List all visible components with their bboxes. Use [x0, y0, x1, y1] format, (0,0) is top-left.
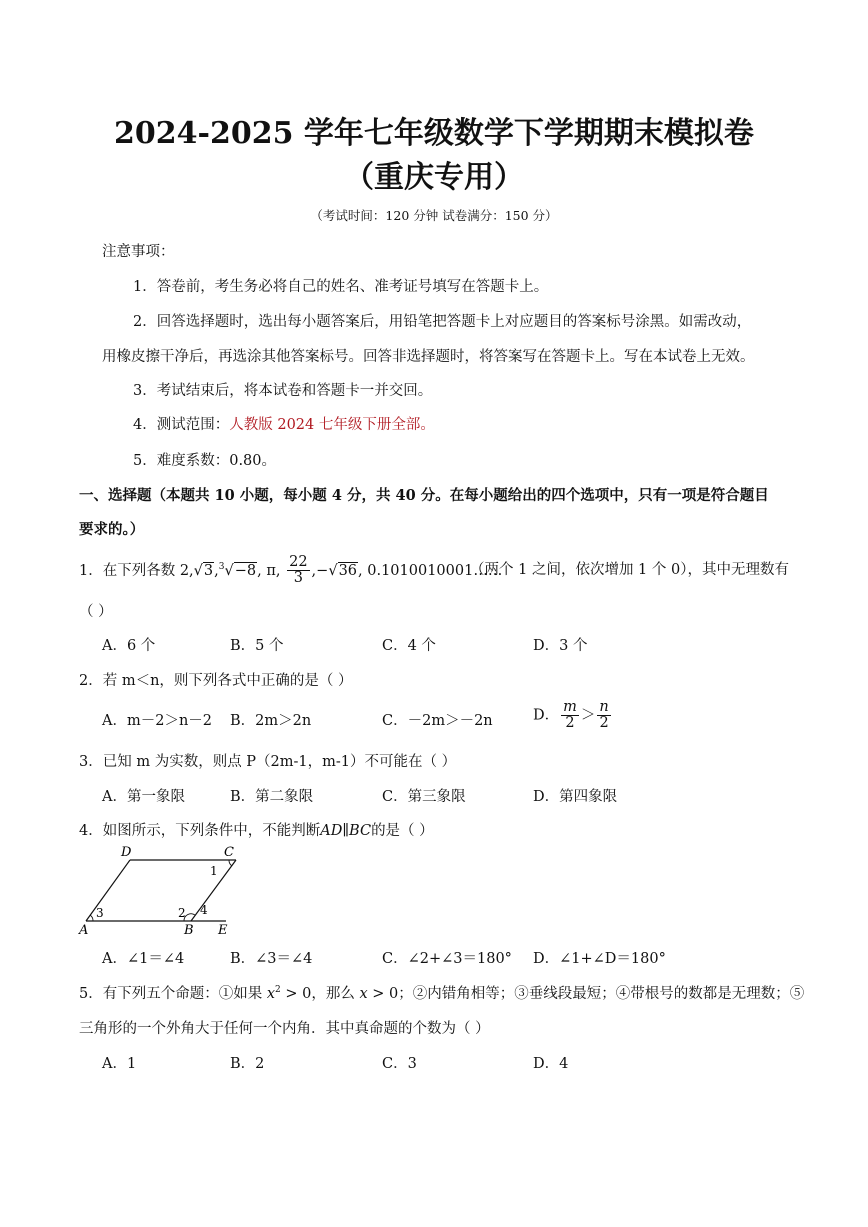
q2-num-m: m — [563, 699, 577, 715]
label-d: D — [121, 845, 132, 860]
q1-decimal: , 0.1010010001…… — [358, 562, 503, 579]
q1-fraction — [287, 555, 309, 586]
q5-rest: ；②内错角相等；③垂线段最短；④带根号的数都是无理数；⑤ — [398, 986, 805, 1002]
sqrt-sign: √ — [224, 562, 234, 579]
q5-gt0b: > 0 — [367, 986, 399, 1002]
q2-option-a: A．m－2＞n－2 — [102, 713, 213, 729]
note-5: 5．难度系数：0.80。 — [133, 453, 277, 469]
q2-option-b: B．2m＞2n — [230, 713, 312, 729]
q5-x: x — [359, 986, 368, 1002]
label-angle-4: 4 — [200, 903, 208, 917]
angle-3-arc — [90, 915, 93, 921]
q3-option-c: C．第三象限 — [382, 789, 466, 805]
q1-option-a: A．6 个 — [102, 638, 156, 654]
q3-option-a: A．第一象限 — [102, 789, 185, 805]
q5-option-d: D．4 — [533, 1056, 569, 1072]
q1-option-c: C．4 个 — [382, 638, 436, 654]
q4-stem — [79, 819, 434, 840]
q4-stem-math: AD∥BC — [320, 823, 372, 839]
q2-frac-n — [597, 700, 610, 731]
line-ad — [86, 860, 130, 921]
q5-prefix: 5．有下列五个命题：①如果 — [79, 986, 267, 1002]
q5-line1 — [79, 982, 804, 1003]
note-4-prefix: 4．测试范围： — [133, 417, 230, 433]
q4-option-d: D．∠1+∠D＝180° — [533, 951, 666, 967]
q1-cbrt-index: 3 — [218, 562, 225, 572]
label-b: B — [184, 923, 194, 938]
q2-den-n: 2 — [599, 715, 609, 732]
q1-sqrt3: 3 — [203, 562, 214, 579]
q2-num-n: n — [599, 699, 609, 715]
q1-pi: , π, — [257, 562, 286, 579]
label-e: E — [218, 923, 228, 938]
q1-frac-num: 22 — [289, 554, 308, 571]
label-angle-1: 1 — [210, 864, 218, 878]
section-heading-line2: 要求的。） — [79, 521, 145, 538]
q5-mid: ，那么 — [311, 986, 360, 1002]
note-1: 1．答卷前，考生务必将自己的姓名、准考证号填写在答题卡上。 — [133, 279, 549, 295]
q5-sup: 2 — [275, 985, 281, 996]
q4-option-c: C．∠2+∠3＝180° — [382, 951, 512, 967]
q1-sqrt36: 36 — [338, 562, 358, 579]
q1-option-b: B．5 个 — [230, 638, 284, 654]
q1-option-d: D．3 个 — [533, 638, 588, 654]
q4-option-a: A．∠1＝∠4 — [102, 951, 185, 967]
q4-figure — [76, 842, 246, 938]
q5-option-a: A．1 — [102, 1056, 137, 1072]
q1-cbrt-body: −8 — [234, 562, 257, 579]
q4-stem-prefix: 4．如图所示，下列条件中，不能判断 — [79, 823, 321, 839]
label-c: C — [224, 845, 234, 860]
q1-prefix: 1．在下列各数 2, — [79, 562, 194, 579]
angle-1-arc — [229, 860, 232, 866]
note-4 — [133, 413, 435, 434]
sqrt-sign: √ — [328, 562, 338, 579]
q3-option-b: B．第二象限 — [230, 789, 314, 805]
q1-frac-den: 3 — [293, 570, 303, 587]
q2-stem: 2．若 m＜n，则下列各式中正确的是（ ） — [79, 673, 353, 689]
q2-op: ＞ — [580, 707, 596, 724]
section-heading-line1: 一、选择题（本题共 10 小题，每小题 4 分，共 40 分。在每小题给出的四个选项中，只有一项是符合题目 — [79, 487, 769, 504]
q5-option-c: C．3 — [382, 1056, 417, 1072]
note-2-line1: 2．回答选择题时，选出每小题答案后，用铅笔把答题卡上对应题目的答案标号涂黑。如需改动， — [133, 314, 752, 330]
q5-x2: x — [266, 986, 276, 1002]
q2-den-m: 2 — [565, 715, 575, 732]
q1-answer-paren: （ ） — [79, 604, 113, 620]
q5-gt0a: > 0 — [280, 986, 312, 1002]
q4-option-b: B．∠3＝∠4 — [230, 951, 313, 967]
label-angle-2: 2 — [178, 906, 186, 920]
q3-stem: 3．已知 m 为实数，则点 P（2m-1，m-1）不可能在（ ） — [79, 754, 457, 770]
q1-stem: 1．在下列各数 2,√3,$^3$√−8, π, $\frac{22}{3}$ ,−√36, 0.1010010001…… — [79, 554, 503, 587]
q1-suffix: （两个 1 之间，依次增加 1 个 0），其中无理数有 — [470, 562, 789, 578]
q1-neg: ,− — [311, 562, 329, 579]
sqrt-sign: √ — [193, 562, 203, 579]
q2-frac-m — [561, 700, 579, 731]
q2-option-d-label: D． — [533, 707, 560, 724]
notes-heading: 注意事项： — [102, 244, 175, 260]
q3-option-d: D．第四象限 — [533, 789, 618, 805]
page-title: 2024-2025 学年七年级数学下学期期末模拟卷 — [114, 116, 754, 151]
note-2-line2: 用橡皮擦干净后，再选涂其他答案标号。回答非选择题时，将答案写在答题卡上。写在本试卷上无效。 — [102, 349, 755, 365]
exam-info: （考试时间：120 分钟 试卷满分：150 分） — [310, 208, 558, 223]
q2-option-c: C．－2m＞－2n — [382, 713, 493, 729]
q5-option-b: B．2 — [230, 1056, 265, 1072]
q4-stem-suffix: 的是（ ） — [371, 823, 434, 839]
q2-option-d — [533, 700, 613, 731]
note-3: 3．考试结束后，将本试卷和答题卡一并交回。 — [133, 383, 433, 399]
q5-line2: 三角形的一个外角大于任何一个内角．其中真命题的个数为（ ） — [79, 1021, 490, 1037]
note-4-scope: 人教版 2024 七年级下册全部。 — [229, 417, 435, 433]
label-a: A — [79, 923, 89, 938]
page-subtitle: （重庆专用） — [344, 160, 524, 195]
label-angle-3: 3 — [96, 906, 104, 920]
